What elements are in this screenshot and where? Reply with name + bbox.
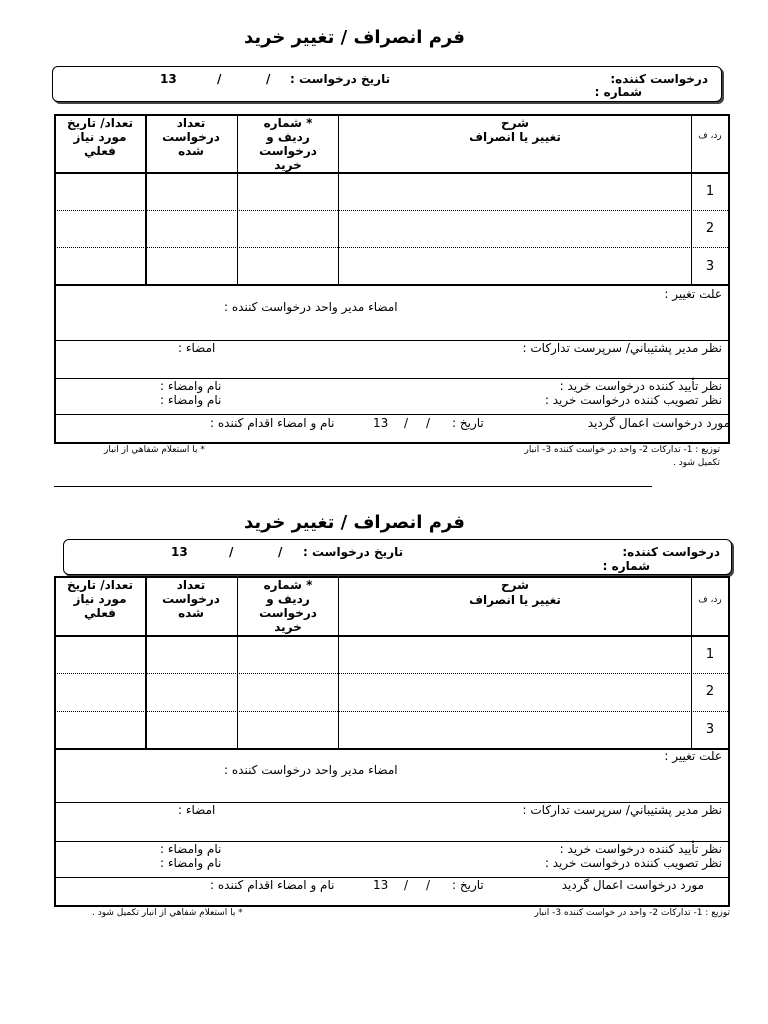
name-sign-label: نام وامضاء : <box>160 842 222 856</box>
col-qty-requested: تعداد درخواست شده <box>162 116 220 158</box>
date-slash: / <box>404 878 409 892</box>
applied-label: مورد درخواست اعمال گرديد <box>587 416 730 430</box>
col-qty-date-needed: تعداد/ تاريخ مورد نياز فعلي <box>66 116 134 158</box>
request-date-label: تاريخ درخواست : <box>290 72 391 86</box>
year-prefix: 13 <box>160 72 177 86</box>
applied-label: مورد درخواست اعمال گرديد <box>561 878 704 892</box>
unit-manager-sign-label: امضاء مدير واحد درخواست كننده : <box>224 763 398 777</box>
approver-opinion-label: نظر تصويب كننده درخواست خريد : <box>544 856 722 870</box>
date-label: تاريخ : <box>452 416 484 430</box>
col-req-row-num: * شماره رديف و درخواست خريد <box>259 578 317 634</box>
date-slash: / <box>426 416 431 430</box>
support-manager-label: نظر مدير پشتيباني/ سرپرست تداركات : <box>522 341 722 355</box>
date-slash: / <box>229 545 234 559</box>
row-number: 1 <box>705 647 715 662</box>
action-name-sign-label: نام و امضاء اقدام كننده : <box>210 416 335 430</box>
row-number: 2 <box>705 684 715 699</box>
row-number: 3 <box>705 259 715 274</box>
col-description-sub: تغيير يا انصراف <box>469 593 561 607</box>
requester-label: درخواست كننده: <box>622 545 720 559</box>
col-qty-date-needed: تعداد/ تاريخ مورد نياز فعلي <box>66 578 134 620</box>
date-slash: / <box>278 545 283 559</box>
form-title: فرم انصراف / تغيير خريد <box>244 512 465 533</box>
form-title: فرم انصراف / تغيير خريد <box>244 27 465 48</box>
date-slash: / <box>404 416 409 430</box>
support-manager-label: نظر مدير پشتيباني/ سرپرست تداركات : <box>522 803 722 817</box>
row-number: 3 <box>705 722 715 737</box>
unit-manager-sign-label: امضاء مدير واحد درخواست كننده : <box>224 300 398 314</box>
col-description: شرح <box>501 116 529 130</box>
date-slash: / <box>266 72 271 86</box>
date-label: تاريخ : <box>452 878 484 892</box>
date-slash: / <box>426 878 431 892</box>
divider <box>54 486 652 487</box>
date-slash: / <box>217 72 222 86</box>
col-description: شرح <box>501 578 529 592</box>
footnote-star-full: * با استعلام شفاهي از انبار تكميل شود . <box>92 908 243 918</box>
row-number: 1 <box>705 184 715 199</box>
change-reason-label: علت تغيير : <box>664 749 722 763</box>
number-label: شماره : <box>594 85 642 99</box>
year-prefix: 13 <box>171 545 188 559</box>
year-prefix: 13 <box>373 416 389 430</box>
number-label: شماره : <box>602 559 650 573</box>
requester-label: درخواست كننده: <box>610 72 708 86</box>
signature-label: امضاء : <box>178 341 216 355</box>
row-number: 2 <box>705 221 715 236</box>
footnote-star: * با استعلام شفاهي از انبار <box>104 445 205 455</box>
name-sign-label: نام وامضاء : <box>160 393 222 407</box>
name-sign-label: نام وامضاء : <box>160 856 222 870</box>
col-qty-requested: تعداد درخواست شده <box>162 578 220 620</box>
col-row: رد، ف <box>698 131 722 141</box>
col-req-row-num: * شماره رديف و درخواست خريد <box>259 116 317 172</box>
confirmer-opinion-label: نظر تأييد كننده درخواست خريد : <box>559 842 722 856</box>
request-date-label: تاريخ درخواست : <box>303 545 404 559</box>
distribution-note: توزيع : 1- تداركات 2- واحد در خواست كننده 3- انبار <box>534 908 730 918</box>
col-row: رد، ف <box>698 595 722 605</box>
distribution-note: توزيع : 1- تداركات 2- واحد در خواست كننده 3- انبار <box>524 445 720 455</box>
name-sign-label: نام وامضاء : <box>160 379 222 393</box>
approver-opinion-label: نظر تصويب كننده درخواست خريد : <box>544 393 722 407</box>
change-reason-label: علت تغيير : <box>664 287 722 301</box>
action-name-sign-label: نام و امضاء اقدام كننده : <box>210 878 335 892</box>
completion-note: تكميل شود . <box>673 458 720 468</box>
col-description-sub: تغيير يا انصراف <box>469 130 561 144</box>
confirmer-opinion-label: نظر تأييد كننده درخواست خريد : <box>559 379 722 393</box>
year-prefix: 13 <box>373 878 389 892</box>
signature-label: امضاء : <box>178 803 216 817</box>
